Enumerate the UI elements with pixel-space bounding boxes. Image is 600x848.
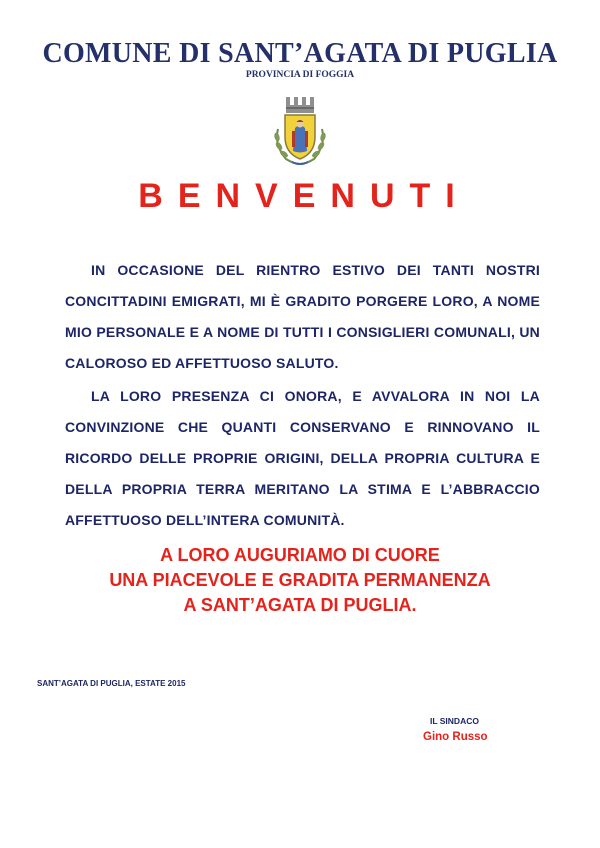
wish-block: [0, 543, 600, 618]
welcome-heading: BENVENUTI: [138, 177, 470, 215]
municipality-title: COMUNE DI SANT’AGATA DI PUGLIA: [42, 38, 558, 69]
wish-line: A LORO AUGURIAMO DI CUORE: [160, 545, 440, 565]
signature-role: IL SINDACO: [430, 716, 479, 726]
wish-line: UNA PIACEVOLE E GRADITA PERMANENZA: [109, 570, 491, 590]
message-paragraph: LA LORO PRESENZA CI ONORA, E AVVALORA IN NOI LA CONVINZIONE CHE QUANTI CONSERVANO E RINNOVANO IL RICORDO DELLE PROPRIE ORIGINI, DELLA PROPRIA CULTURA E DELLA PROPRIA TERRA MERITANO LA STIMA E L’ABBRACCIO AFFETTUOSO DELL’INTERA COMUNITÀ.: [65, 388, 540, 528]
message-body: [65, 255, 540, 536]
place-and-date: SANT’AGATA DI PUGLIA, ESTATE 2015: [37, 679, 186, 688]
province-subtitle: PROVINCIA DI FOGGIA: [245, 70, 355, 80]
signature-name: Gino Russo: [423, 731, 488, 743]
wish-line: A SANT’AGATA DI PUGLIA.: [183, 595, 417, 615]
municipal-coat-of-arms-icon: [268, 93, 332, 167]
message-paragraph: IN OCCASIONE DEL RIENTRO ESTIVO DEI TANTI NOSTRI CONCITTADINI EMIGRATI, MI È GRADITO PORGERE LORO, A NOME MIO PERSONALE E A NOME DI TUTTI I CONSIGLIERI COMUNALI, UN CALOROSO ED AFFETTUOSO SALUTO.: [65, 262, 540, 371]
